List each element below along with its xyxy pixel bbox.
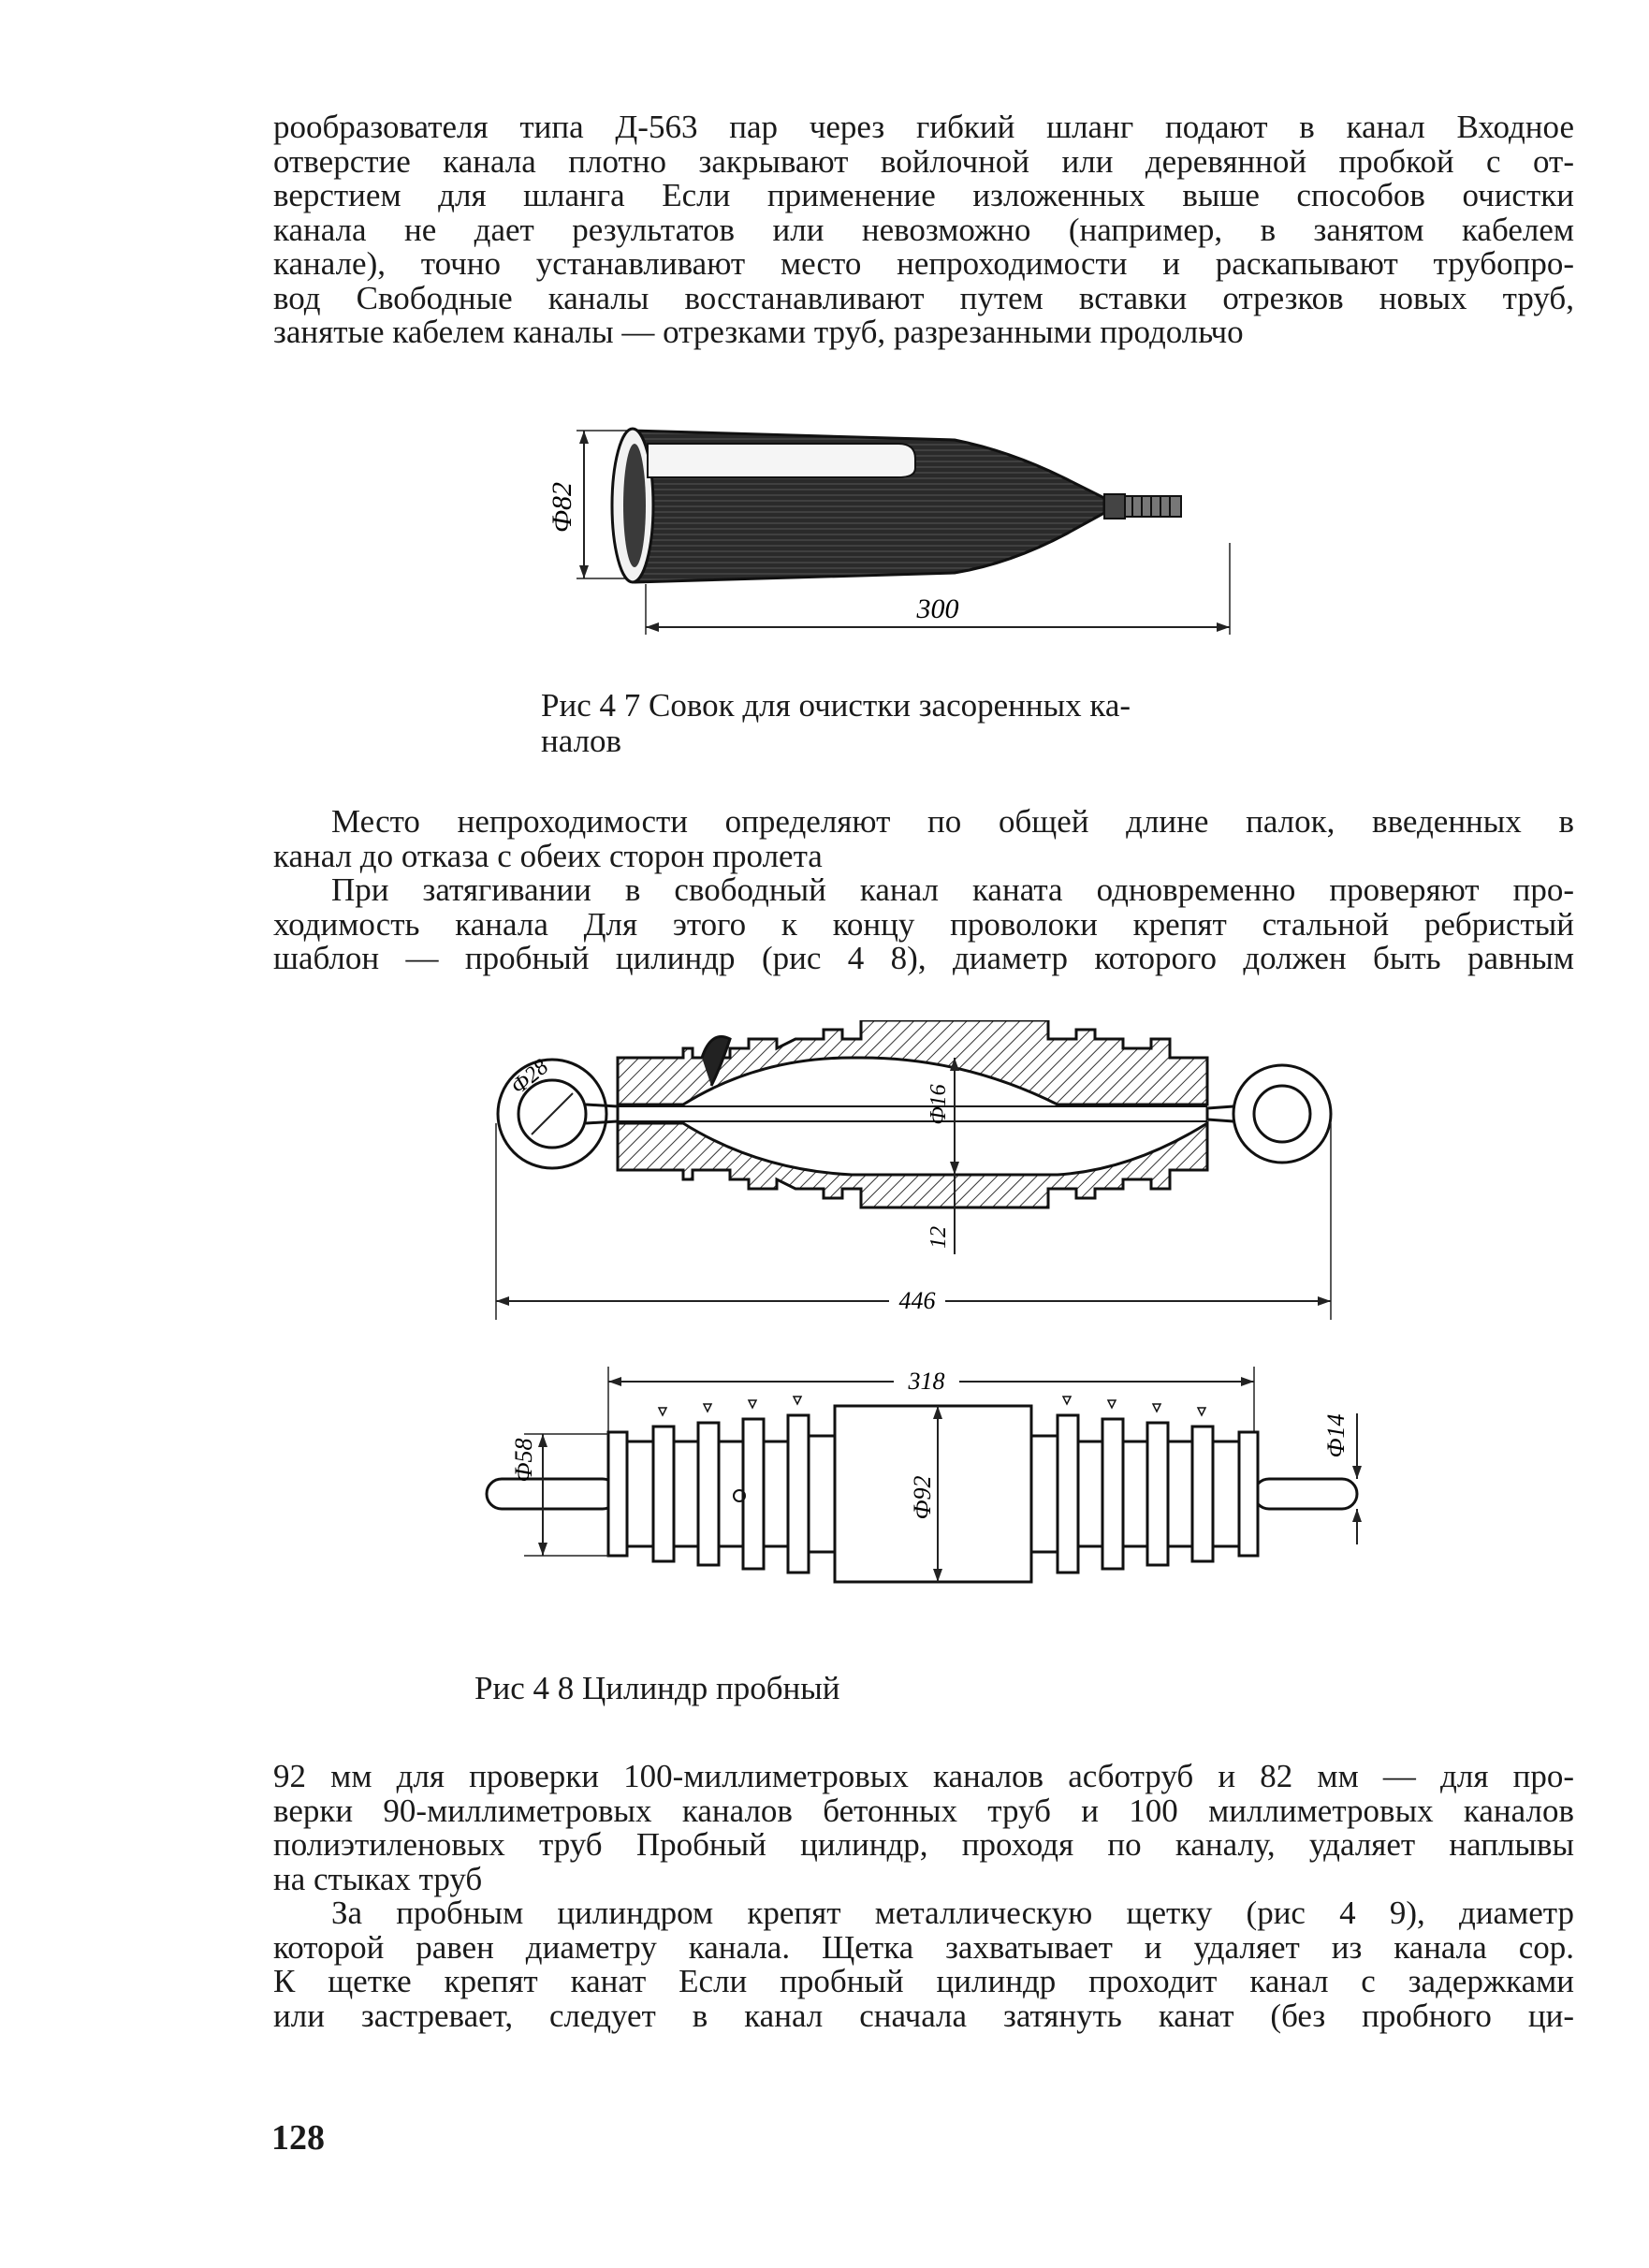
dim-eye-label: Ф28: [506, 1054, 554, 1100]
text-line: которой равен диаметру канала. Щетка захватывает и удаляет из канала сор.: [273, 1928, 1574, 1966]
text-line: или застревает, следует в канал сначала затянуть канат (без пробного ци-: [273, 1997, 1574, 2034]
text-line: отверстие канала плотно закрывают войлочной или деревянной пробкой с от-: [273, 142, 1574, 180]
text-line: вод Свободные каналы восстанавливают путем вставки отрезков новых труб,: [273, 279, 1574, 316]
caption-line: Рис 4 7 Совок для очистки засоренных ка-: [541, 687, 1131, 724]
dim-end-diameter-label: Ф58: [510, 1438, 537, 1483]
figure-4-8-caption: Рис 4 8 Цилиндр пробный: [474, 1670, 840, 1706]
text-line: К щетке крепят канат Если пробный цилиндр проходит канал с задержками: [273, 1963, 1574, 1999]
text-line: канал до отказа с обеих сторон пролета: [273, 837, 823, 874]
text-line: на стыках труб: [273, 1860, 483, 1897]
dim-body-length-label: 318: [908, 1368, 945, 1395]
text-line: ходимость канала Для этого к концу проволоки крепят стальной ребристый: [273, 905, 1574, 943]
dim-rod-diameter-label: Ф14: [1322, 1413, 1350, 1458]
text-line: 92 мм для проверки 100-миллиметровых каналов асботруб и 82 мм — для про-: [273, 1758, 1574, 1794]
dim-diameter-label: Ф82: [547, 481, 577, 534]
paragraph-2: [273, 805, 1574, 976]
text-line: За пробным цилиндром крепят металлическую щетку (рис 4 9), диаметр: [331, 1895, 1574, 1931]
text-line: канала не дает результатов или невозможно (например, в занятом кабелем: [273, 211, 1574, 248]
text-line: шаблон — пробный цилиндр (рис 4 8), диаметр которого должен быть равным: [273, 940, 1574, 976]
paragraph-3: [273, 1760, 1574, 2033]
text-line: канале), точно устанавливают место непроходимости и раскапывают трубопро-: [273, 245, 1574, 282]
dim-length-label: 300: [916, 593, 959, 624]
caption-line: налов: [541, 723, 622, 759]
text-line: рообразователя типа Д-563 пар через гибкий шланг подают в канал Входное: [273, 109, 1574, 145]
text-line: Место непроходимости определяют по общей длине палок, введенных в: [331, 803, 1574, 840]
figure-4-7-caption: [541, 688, 1131, 759]
text-line: полиэтиленовых труб Пробный цилиндр, проходя по каналу, удаляет наплывы: [273, 1826, 1574, 1863]
dim-total-length-label: 446: [898, 1287, 936, 1314]
dim-main-diameter-label: Ф92: [909, 1475, 936, 1520]
dim-bore-label: Ф16: [927, 1084, 951, 1125]
page-number: 128: [271, 2118, 325, 2158]
figure-4-8-exterior-view: [468, 1357, 1385, 1629]
paragraph-1: [273, 110, 1574, 350]
figure-4-7-scoop-drawing: [543, 402, 1310, 646]
text-line: верстием для шланга Если применение изложенных выше способов очистки: [273, 177, 1574, 213]
figure-4-8-section-view: [477, 1020, 1376, 1329]
text-line: При затягивании в свободный канал каната одновременно проверяют про-: [331, 871, 1574, 908]
dim-wall-label: 12: [927, 1226, 951, 1249]
text-line: занятые кабелем каналы — отрезками труб, разрезанными продольчо: [273, 314, 1244, 350]
text-line: верки 90-миллиметровых каналов бетонных труб и 100 миллиметровых каналов: [273, 1792, 1574, 1829]
